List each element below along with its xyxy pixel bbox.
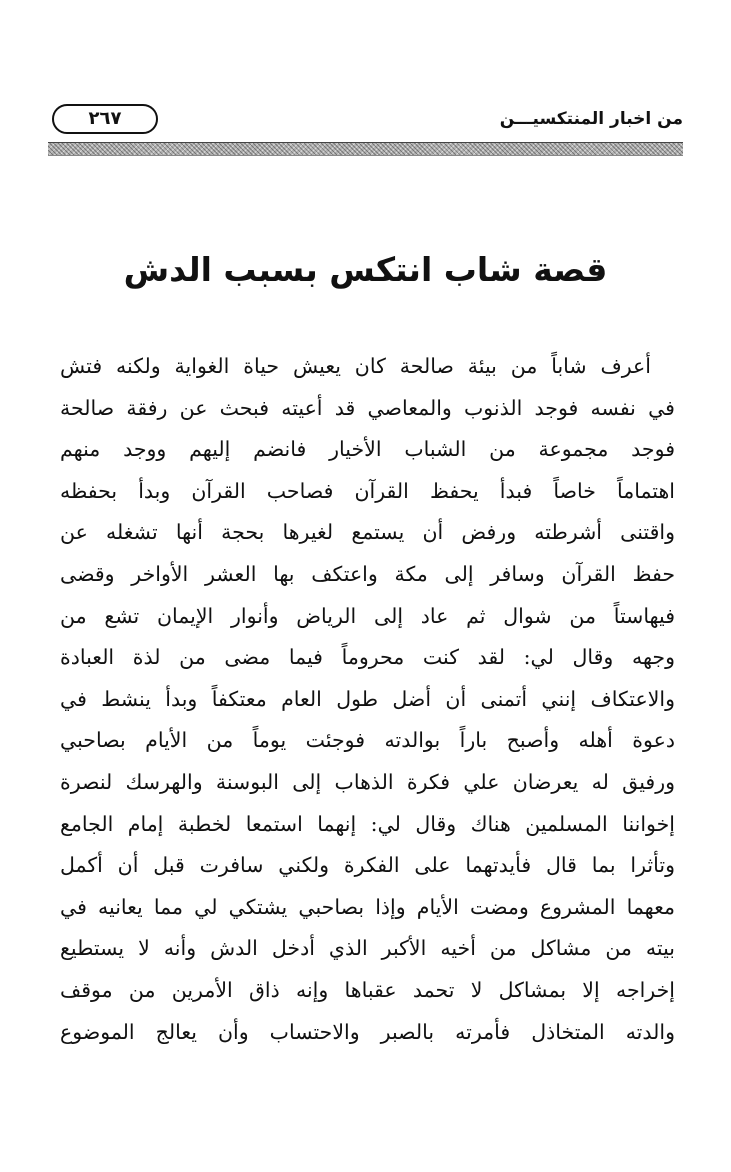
- body-line: والاعتكاف إنني أتمنى أن أضل طول العام معتكفاً وبدأ ينشط في: [60, 686, 675, 711]
- body-text: [60, 346, 675, 1053]
- body-line: حفظ القرآن وسافر إلى مكة واعتكف بها العشر الأواخر وقضى: [60, 561, 675, 586]
- running-title: من اخبار المنتكسيـــن: [499, 109, 683, 129]
- body-line: فيهاستاً من شوال ثم عاد إلى الرياض وأنوار الإيمان تشع من: [60, 603, 675, 628]
- body-line: والدته المتخاذل فأمرته بالصبر والاحتساب وأن يعالج الموضوع: [60, 1019, 675, 1044]
- header-divider: [48, 142, 683, 156]
- body-line: إخراجه إلا بمشاكل لا تحمد عقباها وإنه ذاق الأمرين من موقف: [60, 977, 675, 1002]
- body-line: معهما المشروع ومضت الأيام وإذا بصاحبي يشتكي لي مما يعانيه في: [60, 894, 675, 919]
- body-line: إخواننا المسلمين هناك وقال لي: إنهما استمعا لخطبة إمام الجامع: [60, 811, 675, 836]
- body-line: فوجد مجموعة من الشباب الأخيار فانضم إليهم ووجد منهم: [60, 437, 675, 462]
- body-line: واقتنى أشرطته ورفض أن يستمع لغيرها بحجة أنها تشغله عن: [60, 520, 675, 545]
- page-number: ٢٦٧: [52, 104, 158, 134]
- body-line: أعرف شاباً من بيئة صالحة كان يعيش حياة الغواية ولكنه فتش: [60, 354, 651, 378]
- body-line: وتأثرا بما قال فأيدتهما على الفكرة ولكني سافرت قبل أن أكمل: [60, 853, 675, 878]
- body-line: في نفسه فوجد الذنوب والمعاصي قد أعيته فبحث عن رفقة صالحة: [60, 395, 675, 420]
- body-line: وجهه وقال لي: لقد كنت محروماً فيما مضى من لذة العبادة: [60, 645, 675, 670]
- body-line: بيته من مشاكل من أخيه الأكبر الذي أدخل الدش وأنه لا يستطيع: [60, 936, 675, 961]
- body-line: اهتماماً خاصاً فبدأ يحفظ القرآن فصاحب القرآن وبدأ بحفظه: [60, 478, 675, 503]
- chapter-title: قصة شاب انتكس بسبب الدش: [123, 250, 608, 290]
- body-line: دعوة أهله وأصبح باراً بوالدته فوجئت يوماً من الأيام بصاحبي: [60, 728, 675, 753]
- body-line: ورفيق له يعرضان علي فكرة الذهاب إلى البوسنة والهرسك لنصرة: [60, 769, 675, 794]
- running-header: [52, 100, 683, 144]
